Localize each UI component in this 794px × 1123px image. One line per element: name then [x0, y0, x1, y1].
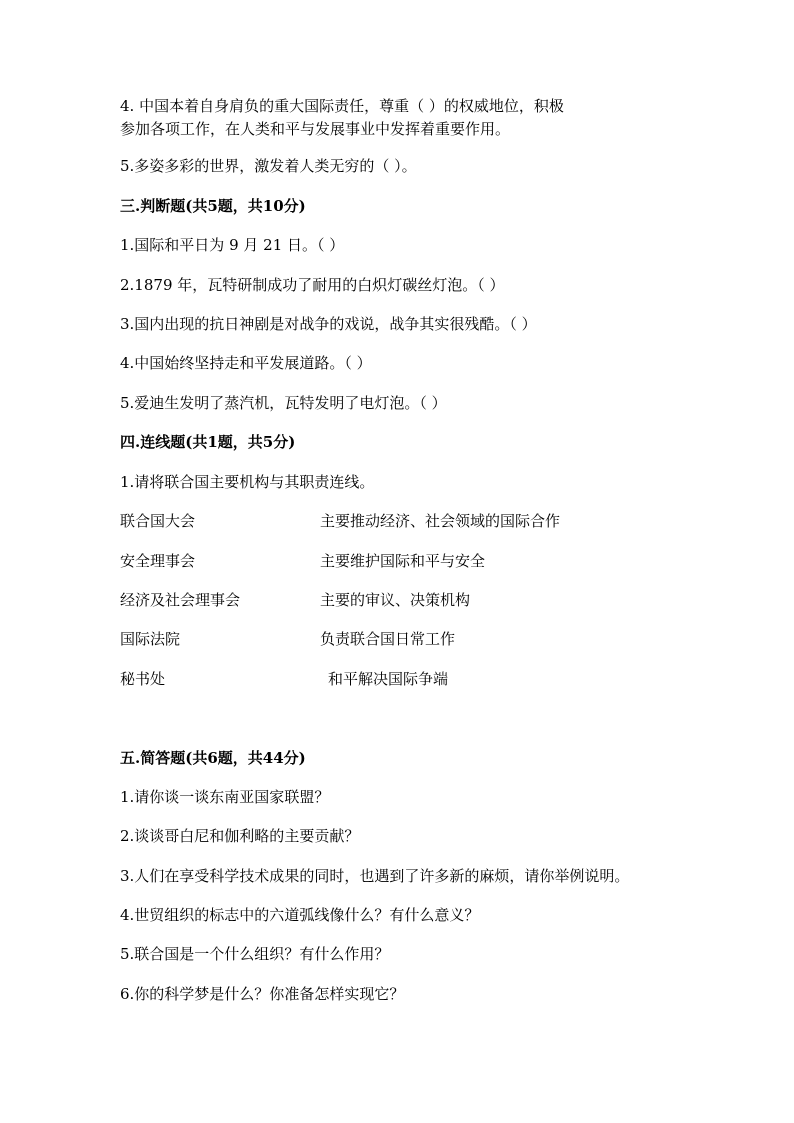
match-left-item: 联合国大会	[120, 512, 196, 530]
match-right-item: 主要维护国际和平与安全	[320, 552, 486, 570]
short-answer-item-3: 3.人们在享受科学技术成果的同时，也遇到了许多新的麻烦，请你举例说明。	[120, 867, 630, 885]
short-answer-item-1: 1.请你谈一谈东南亚国家联盟？	[120, 788, 330, 806]
match-right-item: 主要的审议、决策机构	[320, 591, 471, 609]
match-right-item: 和平解决国际争端	[328, 670, 449, 688]
judge-item-2: 2.1879 年，瓦特研制成功了耐用的白炽灯碳丝灯泡。（ ）	[120, 276, 505, 294]
match-left-item: 秘书处	[120, 670, 166, 688]
fill-blank-q4-line2: 参加各项工作，在人类和平与发展事业中发挥着重要作用。	[120, 120, 511, 138]
short-answer-item-6: 6.你的科学梦是什么？你准备怎样实现它？	[120, 985, 405, 1003]
match-right-item: 主要推动经济、社会领域的国际合作	[320, 512, 561, 530]
short-answer-item-2: 2.谈谈哥白尼和伽利略的主要贡献？	[120, 827, 360, 845]
match-left-item: 国际法院	[120, 630, 181, 648]
judge-item-3: 3.国内出现的抗日神剧是对战争的戏说，战争其实很残酷。（ ）	[120, 315, 537, 333]
judge-item-5: 5.爱迪生发明了蒸汽机，瓦特发明了电灯泡。（ ）	[120, 394, 447, 412]
match-left-item: 安全理事会	[120, 552, 196, 570]
section3-heading: 三.判断题(共5题，共10分)	[120, 197, 306, 215]
section5-heading: 五.简答题(共6题，共44分)	[120, 749, 306, 767]
short-answer-item-5: 5.联合国是一个什么组织？有什么作用？	[120, 945, 390, 963]
fill-blank-q4-line1: 4. 中国本着自身肩负的重大国际责任，尊重（ ）的权威地位，积极	[120, 97, 564, 115]
match-right-item: 负责联合国日常工作	[320, 630, 456, 648]
section4-heading: 四.连线题(共1题，共5分)	[120, 433, 296, 451]
short-answer-item-4: 4.世贸组织的标志中的六道弧线像什么？有什么意义？	[120, 906, 480, 924]
judge-item-1: 1.国际和平日为 9 月 21 日。（ ）	[120, 236, 345, 254]
match-left-item: 经济及社会理事会	[120, 591, 241, 609]
fill-blank-q5: 5.多姿多彩的世界，激发着人类无穷的（ ）。	[120, 157, 417, 175]
judge-item-4: 4.中国始终坚持走和平发展道路。（ ）	[120, 354, 372, 372]
matching-question: 1.请将联合国主要机构与其职责连线。	[120, 473, 375, 491]
